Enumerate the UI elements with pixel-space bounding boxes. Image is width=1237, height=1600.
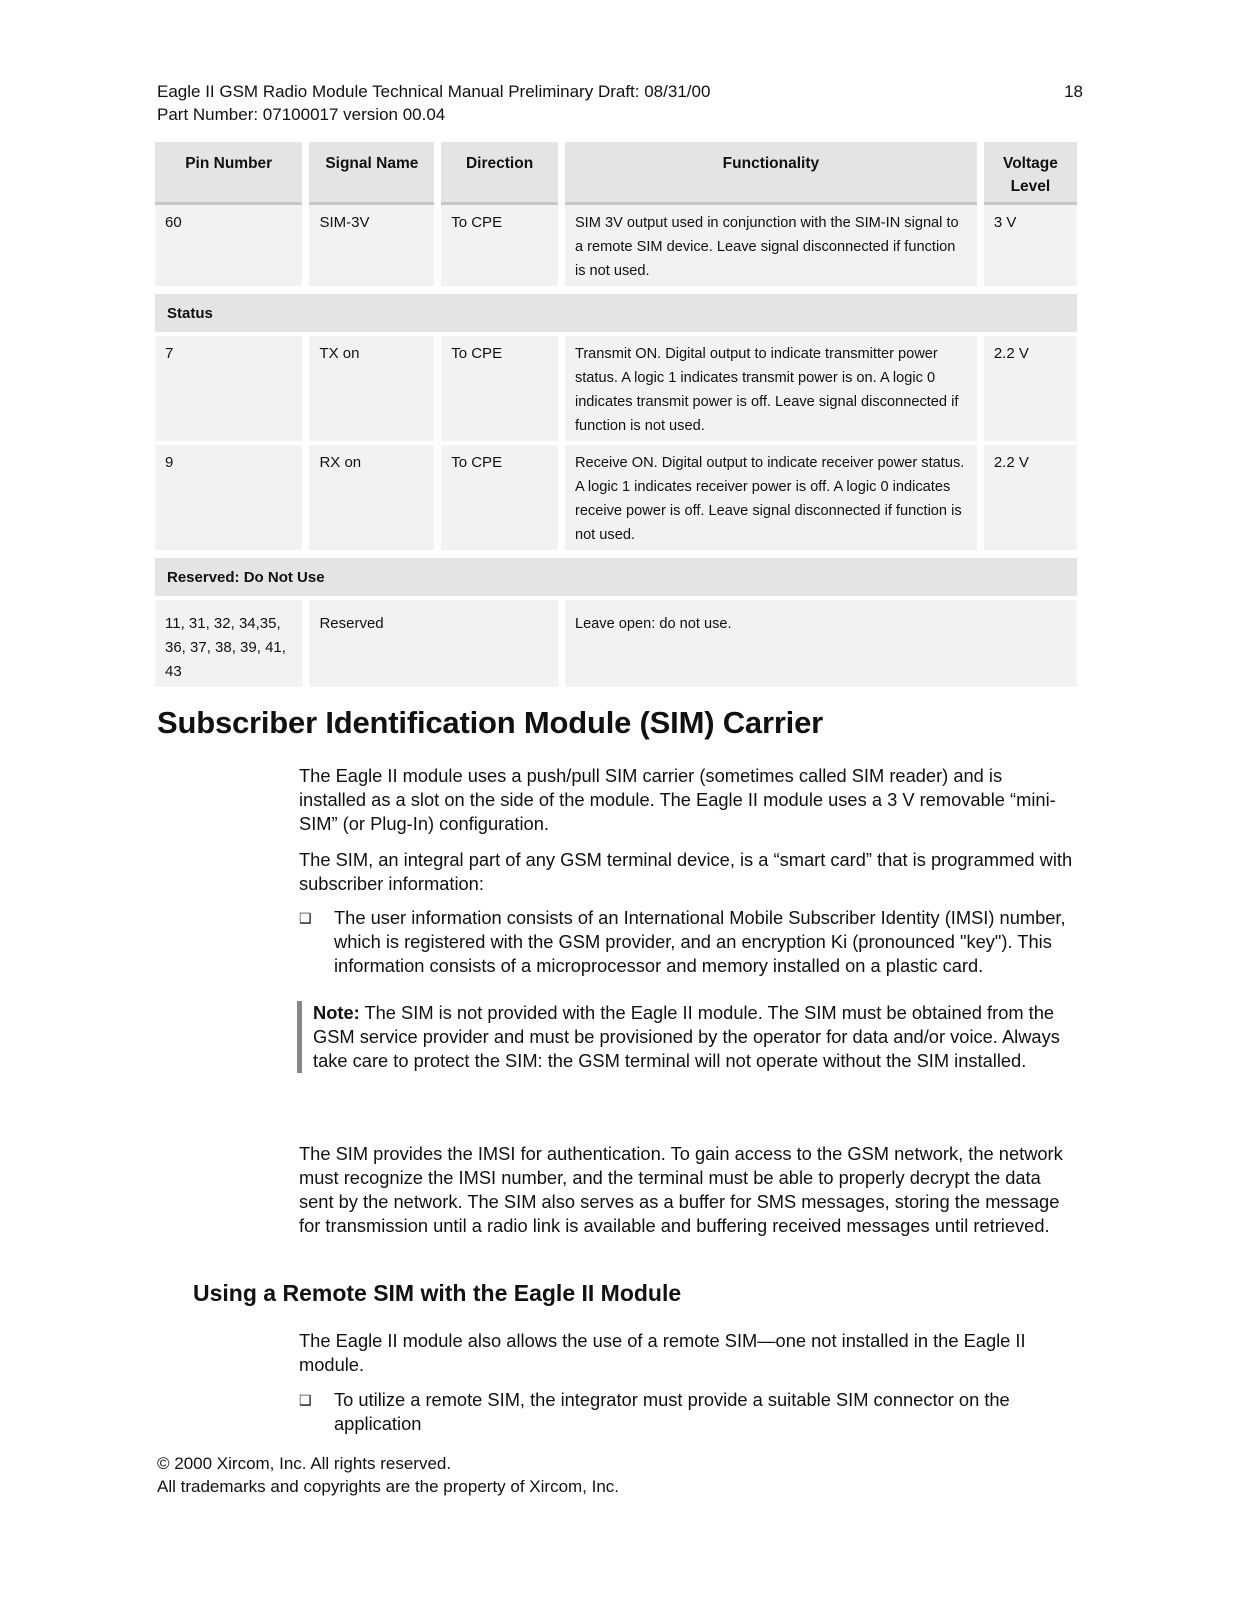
table-row: [155, 336, 1077, 445]
pin-table: [148, 142, 1084, 691]
cell-voltage: 3 V: [984, 205, 1077, 290]
cell-voltage: 2.2 V: [984, 336, 1077, 445]
note-label: Note:: [313, 1002, 360, 1023]
cell-pin: 11, 31, 32, 34,35, 36, 37, 38, 39, 41, 43: [155, 600, 302, 691]
header-voltage-level: Voltage Level: [984, 142, 1077, 205]
page-footer: [157, 1452, 619, 1498]
cell-signal: TX on: [309, 336, 434, 445]
cell-function: Transmit ON. Digital output to indicate transmitter power status. A logic 1 indicates transmit power is on. A logic 0 indicates transmit power is off. Leave signal disconnected if function is not used.: [565, 336, 977, 445]
cell-signal: RX on: [309, 445, 434, 554]
section-body: [299, 848, 1074, 896]
section-heading: Subscriber Identification Module (SIM) Carrier: [157, 705, 824, 740]
section-status-label: Status: [155, 290, 1077, 336]
checkbox-bullet-icon: ❑: [299, 910, 312, 926]
paragraph: The Eagle II module uses a push/pull SIM carrier (sometimes called SIM reader) and is installed as a slot on the side of the module. The Eagle II module uses a 3 V removable “mini-SIM” (or Plug-In) configuration.: [299, 765, 1056, 834]
section-body: [299, 1142, 1074, 1238]
table-header-row: [155, 142, 1077, 205]
header-pin-number: Pin Number: [155, 142, 302, 205]
table-row: [155, 205, 1077, 290]
subsection-heading: Using a Remote SIM with the Eagle II Module: [193, 1280, 682, 1306]
note-text: The SIM is not provided with the Eagle II module. The SIM must be obtained from the GSM service provider and must be provisioned by the operator for data and/or voice. Always take care to protect the SIM: the GSM terminal will not operate without the SIM installed.: [313, 1002, 1060, 1071]
section-row: [155, 290, 1077, 336]
cell-pin: 60: [155, 205, 302, 290]
subsection-body: [299, 1329, 1074, 1377]
bullet-text: To utilize a remote SIM, the integrator must provide a suitable SIM connector on the application: [334, 1389, 1010, 1434]
paragraph: The SIM provides the IMSI for authentication. To gain access to the GSM network, the network must recognize the IMSI number, and the terminal must be able to properly decrypt the data sent by the network. The SIM also serves as a buffer for SMS messages, storing the message for transmission until a radio link is available and buffering received messages until retrieved.: [299, 1143, 1063, 1236]
page-header: [157, 80, 1083, 126]
bullet-item: [299, 906, 1074, 978]
table-row: [155, 445, 1077, 554]
part-number: Part Number: 07100017 version 00.04: [157, 105, 446, 124]
cell-function: SIM 3V output used in conjunction with the SIM-IN signal to a remote SIM device. Leave signal disconnected if function is not used.: [565, 205, 977, 290]
section-row: [155, 554, 1077, 600]
document-title: Eagle II GSM Radio Module Technical Manual Preliminary Draft: 08/31/00: [157, 82, 711, 101]
cell-pin: 7: [155, 336, 302, 445]
cell-function: Leave open: do not use.: [565, 600, 1077, 691]
copyright: © 2000 Xircom, Inc. All rights reserved.: [157, 1454, 452, 1473]
table-row: [155, 600, 1077, 691]
cell-direction: To CPE: [441, 445, 558, 554]
header-signal-name: Signal Name: [309, 142, 434, 205]
note-box: [297, 1001, 1083, 1073]
cell-signal: Reserved: [309, 600, 558, 691]
cell-function: Receive ON. Digital output to indicate receiver power status. A logic 1 indicates receiver power is off. A logic 0 indicates receive power is off. Leave signal disconnected if function is not used.: [565, 445, 977, 554]
cell-direction: To CPE: [441, 205, 558, 290]
cell-direction: To CPE: [441, 336, 558, 445]
header-direction: Direction: [441, 142, 558, 205]
bullet-item: [299, 1388, 1074, 1436]
cell-voltage: 2.2 V: [984, 445, 1077, 554]
cell-pin: 9: [155, 445, 302, 554]
cell-signal: SIM-3V: [309, 205, 434, 290]
paragraph: The SIM, an integral part of any GSM terminal device, is a “smart card” that is programmed with subscriber information:: [299, 849, 1073, 894]
section-body: [299, 764, 1074, 836]
section-reserved-label: Reserved: Do Not Use: [155, 554, 1077, 600]
bullet-text: The user information consists of an International Mobile Subscriber Identity (IMSI) number, which is registered with the GSM provider, and an encryption Ki (pronounced "key"). This information consists of a microprocessor and memory installed on a plastic card.: [334, 907, 1066, 976]
trademarks: All trademarks and copyrights are the property of Xircom, Inc.: [157, 1477, 620, 1496]
checkbox-bullet-icon: ❑: [299, 1392, 312, 1408]
header-functionality: Functionality: [565, 142, 977, 205]
paragraph: The Eagle II module also allows the use of a remote SIM—one not installed in the Eagle II module.: [299, 1330, 1026, 1375]
page-number: 18: [1064, 82, 1083, 101]
